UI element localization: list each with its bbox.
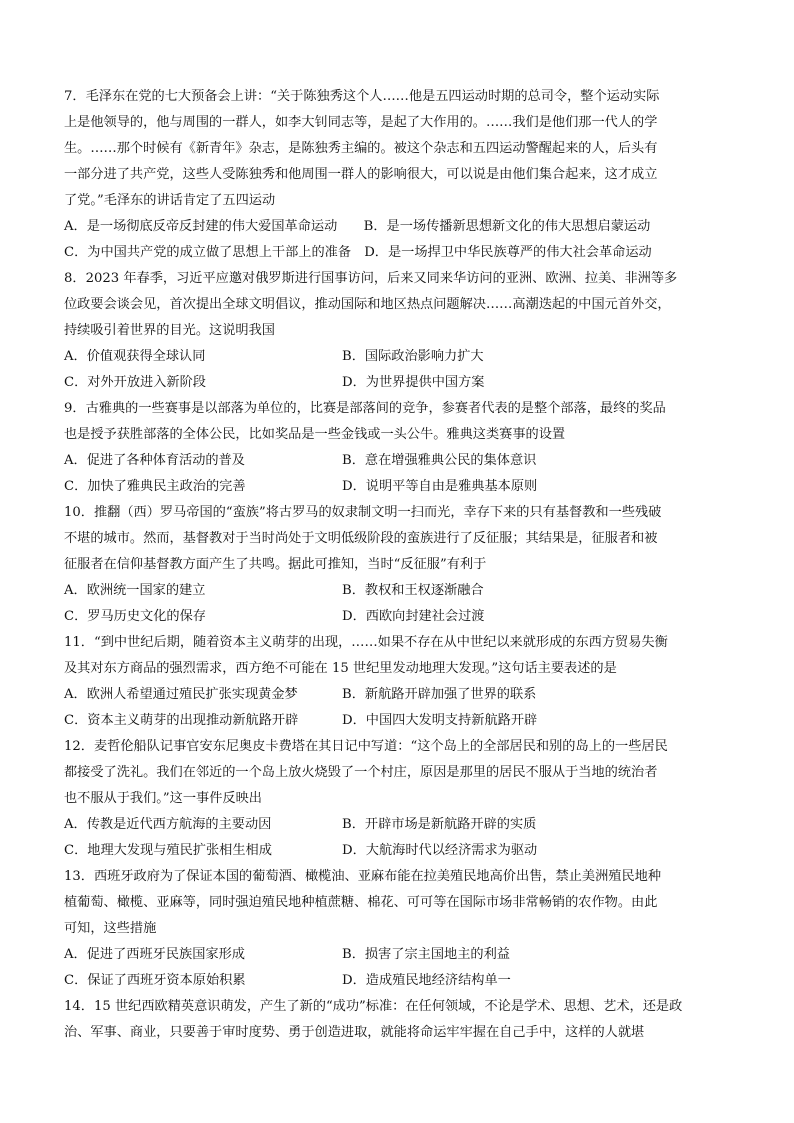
exam-page — [64, 84, 744, 1046]
option-d: D．西欧向封建社会过渡 — [342, 609, 485, 624]
option-b: B．损害了宗主国地主的利益 — [342, 947, 510, 962]
question-stem-line: 征服者在信仰基督教方面产生了共鸣。据此可推知，当时“反征服”有利于 — [64, 557, 487, 572]
option-d: D．说明平等自由是雅典基本原则 — [342, 479, 538, 494]
option-d: D．中国四大发明支持新航路开辟 — [342, 713, 538, 728]
question-stem-line: 也不服从于我们。”这一事件反映出 — [64, 791, 262, 806]
question-stem-line: 植葡萄、橄榄、亚麻等，同时强迫殖民地种植蔗糖、棉花、可可等在国际市场非常畅销的农作物。由此 — [64, 895, 658, 910]
option-c: C．资本主义萌芽的出现推动新航路开辟 — [64, 713, 299, 728]
option-row — [64, 474, 744, 500]
option-row: A．是一场彻底反帝反封建的伟大爱国革命运动 B．是一场传播新思想新文化的伟大思想启蒙运动 — [64, 219, 651, 234]
question-stem-line: 10．推翻（西）罗马帝国的“蛮族”将古罗马的奴隶制文明一扫而光，幸存下来的只有基督教和一些残破 — [64, 505, 662, 520]
question-stem-line: 8．2023 年春季，习近平应邀对俄罗斯进行国事访问，后来又同来华访问的亚洲、欧洲、拉美、非洲等多 — [64, 271, 678, 286]
option-c: C．加快了雅典民主政治的完善 — [64, 479, 246, 494]
question-stem-line: 11．“到中世纪后期，随着资本主义萌芽的出现，……如果不存在从中世纪以来就形成的东西方贸易失衡 — [64, 635, 668, 650]
question-stem-line: 都接受了洗礼。我们在邻近的一个岛上放火烧毁了一个村庄，原因是那里的居民不服从于当地的统治者 — [64, 765, 658, 780]
question-13 — [64, 864, 744, 994]
question-stem-line: 及其对东方商品的强烈需求，西方绝不可能在 15 世纪里发动地理大发现。”这句话主要表述的是 — [64, 661, 617, 676]
option-row — [64, 812, 744, 838]
option-a: A．促进了各种体育活动的普及 — [64, 453, 245, 468]
question-stem-line: 不堪的城市。然而，基督教对于当时尚处于文明低级阶段的蛮族进行了反征服；其结果是，征服者和被 — [64, 531, 658, 546]
option-row — [64, 708, 744, 734]
option-b: B．意在增强雅典公民的集体意识 — [342, 453, 537, 468]
option-row — [64, 448, 744, 474]
question-stem-line: 一部分进了共产党，这些人受陈独秀和他周围一群人的影响很大，可以说是由他们集合起来，这才成立 — [64, 167, 658, 182]
option-row — [64, 344, 744, 370]
option-c: C．对外开放进入新阶段 — [64, 375, 206, 390]
option-a: A．欧洲统一国家的建立 — [64, 583, 206, 598]
option-a: A．促进了西班牙民族国家形成 — [64, 947, 245, 962]
question-stem-line: 治、军事、商业，只要善于审时度势、勇于创造进取，就能将命运牢牢握在自己手中，这样的人就堪 — [64, 1025, 645, 1040]
question-stem-line: 13．西班牙政府为了保证本国的葡萄酒、橄榄油、亚麻布能在拉美殖民地高价出售，禁止美洲殖民地种 — [64, 869, 662, 884]
option-a: A．传教是近代西方航海的主要动因 — [64, 817, 272, 832]
option-c: C．罗马历史文化的保存 — [64, 609, 206, 624]
question-10 — [64, 500, 744, 630]
option-row — [64, 604, 744, 630]
question-8 — [64, 266, 744, 396]
question-12 — [64, 734, 744, 864]
question-stem-line: 了党。”毛泽东的讲话肯定了五四运动 — [64, 193, 276, 208]
question-stem-line: 12．麦哲伦船队记事官安东尼奥皮卡费塔在其日记中写道：“这个岛上的全部居民和别的岛上的一些居民 — [64, 739, 668, 754]
question-stem-line: 生。……那个时候有《新青年》杂志，是陈独秀主编的。被这个杂志和五四运动警醒起来的人，后头有 — [64, 141, 658, 156]
question-stem-line: 14．15 世纪西欧精英意识萌发，产生了新的“成功”标准：在任何领域，不论是学术、思想、艺术，还是政 — [64, 999, 683, 1014]
option-row — [64, 578, 744, 604]
question-stem-line: 位政要会谈会见，首次提出全球文明倡议，推动国际和地区热点问题解决……高潮迭起的中国元首外交， — [64, 297, 671, 312]
option-row — [64, 682, 744, 708]
option-d: D．造成殖民地经济结构单一 — [342, 973, 511, 988]
option-row — [64, 370, 744, 396]
question-9 — [64, 396, 744, 500]
option-row — [64, 968, 744, 994]
question-11 — [64, 630, 744, 734]
option-c: C．地理大发现与殖民扩张相生相成 — [64, 843, 272, 858]
option-d: D．为世界提供中国方案 — [342, 375, 485, 390]
option-b: B．新航路开辟加强了世界的联系 — [342, 687, 537, 702]
question-14 — [64, 994, 744, 1046]
option-row — [64, 942, 744, 968]
option-a: A．欧洲人希望通过殖民扩张实现黄金梦 — [64, 687, 298, 702]
question-stem-line: 7．毛泽东在党的七大预备会上讲：“关于陈独秀这个人……他是五四运动时期的总司令，整个运动实际 — [64, 89, 660, 104]
question-7 — [64, 84, 744, 266]
option-b: B．国际政治影响力扩大 — [342, 349, 484, 364]
option-row: C．为中国共产党的成立做了思想上干部上的准备 D．是一场捍卫中华民族尊严的伟大社会革命运动 — [64, 245, 652, 260]
question-stem-line: 也是授予获胜部落的全体公民，比如奖品是一些金钱或一头公牛。雅典这类赛事的设置 — [64, 427, 566, 442]
option-row — [64, 838, 744, 864]
option-a: A．价值观获得全球认同 — [64, 349, 206, 364]
question-stem-line: 持续吸引着世界的目光。这说明我国 — [64, 323, 275, 338]
question-stem-line: 9．古雅典的一些赛事是以部落为单位的，比赛是部落间的竞争，参赛者代表的是整个部落，最终的奖品 — [64, 401, 666, 416]
option-c: C．保证了西班牙资本原始积累 — [64, 973, 246, 988]
option-b: B．教权和王权逐渐融合 — [342, 583, 484, 598]
option-d: D．大航海时代以经济需求为驱动 — [342, 843, 538, 858]
question-stem-line: 可知，这些措施 — [64, 921, 157, 936]
option-b: B．开辟市场是新航路开辟的实质 — [342, 817, 537, 832]
question-stem-line: 上是他领导的，他与周围的一群人，如李大钊同志等，是起了大作用的。……我们是他们那一代人的学 — [64, 115, 658, 130]
